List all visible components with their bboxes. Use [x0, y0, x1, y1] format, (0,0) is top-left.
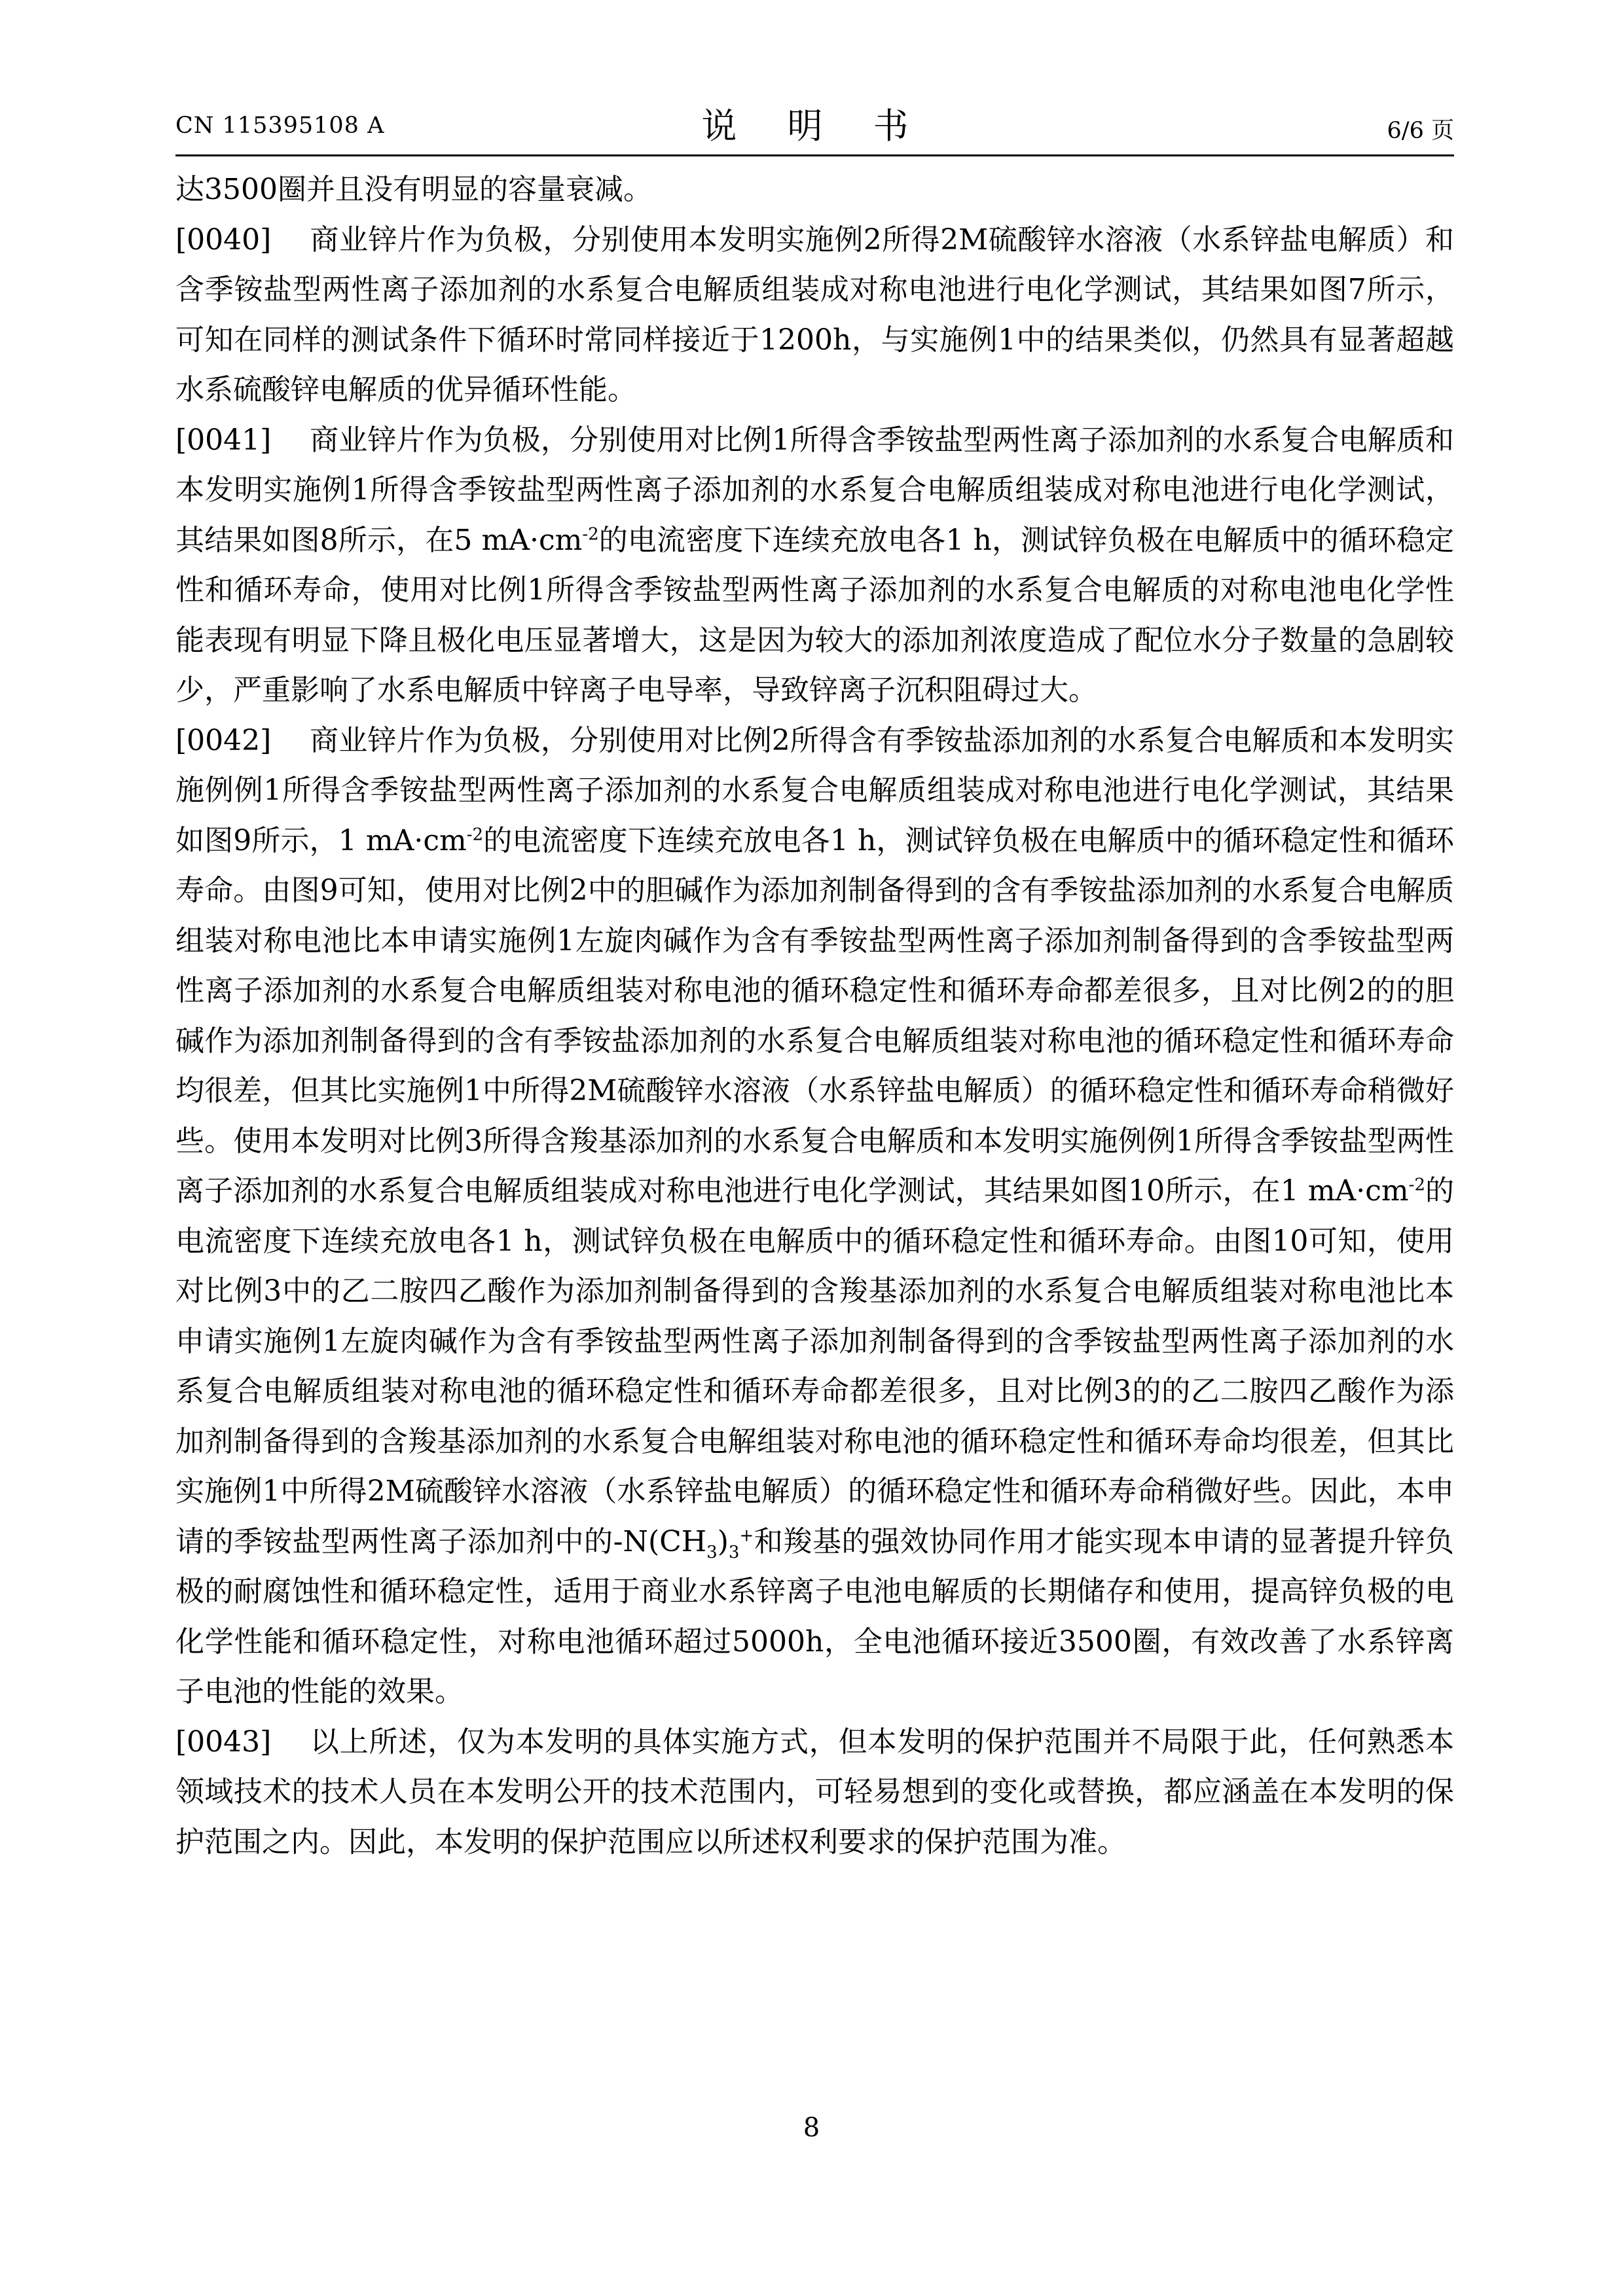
paragraph-text: 商业锌片作为负极，分别使用本发明实施例2所得2M硫酸锌水溶液（水系锌盐电解质）和含季铵盐型两性离子添加剂的水系复合电解质组装成对称电池进行电化学测试，其结果如图7所示，可知在同样的测试条件下循环时常同样接近于1200h，与实施例1中的结果类似，仍然具有显著超越水系硫酸锌电解质的优异循环性能。: [175, 223, 1454, 406]
header-rule: [175, 154, 1454, 156]
page-number: 8: [803, 2113, 820, 2143]
paragraph-number: [0042]: [175, 723, 272, 757]
paragraph-text: 商业锌片作为负极，分别使用对比例2所得含有季铵盐添加剂的水系复合电解质和本发明实施例例1所得含季铵盐型两性离子添加剂的水系复合电解质组装成对称电池进行电化学测试，其结果如图9所示，1 mA·cm: [175, 723, 1454, 857]
superscript: -2: [1408, 1175, 1425, 1195]
paragraph-text: 达3500圈并且没有明显的容量衰减。: [175, 173, 652, 206]
paragraph-text: 的电流密度下连续充放电各1 h，测试锌负极在电解质中的循环稳定性和循环寿命。由图9可知，使用对比例2中的胆碱作为添加剂制备得到的含有季铵盐添加剂的水系复合电解质组装对称电池比本申请实施例1左旋肉碱作为含有季铵盐型两性离子添加剂制备得到的含季铵盐型两性离子添加剂的水系复合电解质组装对称电池的循环稳定性和循环寿命都差很多，且对比例2的的胆碱作为添加剂制备得到的含有季铵盐添加剂的水系复合电解质组装对称电池的循环稳定性和循环寿命均很差，但其比实施例1中所得2M硫酸锌水溶液（水系锌盐电解质）的循环稳定性和循环寿命稍微好些。使用本发明对比例3所得含羧基添加剂的水系复合电解质和本发明实施例例1所得含季铵盐型两性离子添加剂的水系复合电解质组装成对称电池进行电化学测试，其结果如图10所示，在1 mA·cm: [175, 823, 1454, 1208]
paragraph-0040: [175, 215, 1454, 416]
page-header: [175, 98, 1454, 151]
superscript: +: [739, 1525, 754, 1545]
paragraph-text: 的电流密度下连续充放电各1 h，测试锌负极在电解质中的循环稳定性和循环寿命，使用对比例1所得含季铵盐型两性离子添加剂的水系复合电解质的对称电池电化学性能表现有明显下降且极化电压显著增大，这是因为较大的添加剂浓度造成了配位水分子数量的急剧较少，严重影响了水系电解质中锌离子电导率，导致锌离子沉积阻碍过大。: [175, 523, 1454, 707]
publication-number: CN 115395108 A: [175, 113, 385, 139]
superscript: -2: [466, 824, 484, 844]
document-title: 说 明 书: [701, 105, 928, 147]
paragraph-text: 的电流密度下连续充放电各1 h，测试锌负极在电解质中的循环稳定性和循环寿命。由图10可知，使用对比例3中的乙二胺四乙酸作为添加剂制备得到的含羧基添加剂的水系复合电解质组装对称电池比本申请实施例1左旋肉碱作为含有季铵盐型两性离子添加剂制备得到的含季铵盐型两性离子添加剂的水系复合电解质组装对称电池的循环稳定性和循环寿命都差很多，且对比例3的的乙二胺四乙酸作为添加剂制备得到的含羧基添加剂的水系复合电解组装对称电池的循环稳定性和循环寿命均很差，但其比实施例1中所得2M硫酸锌水溶液（水系锌盐电解质）的循环稳定性和循环寿命稍微好些。因此，本申请的季铵盐型两性离子添加剂中的-N(CH: [175, 1174, 1454, 1558]
paragraph-number: [0040]: [175, 223, 272, 257]
subscript: 3: [728, 1542, 740, 1562]
paragraph-0042: [0042] 商业锌片作为负极，分别使用对比例2所得含有季铵盐添加剂的水系复合电解质和本发明实施例例1所得含季铵盐型两性离子添加剂的水系复合电解质组装成对称电池进行电化学测试，其结果如图9所示，1 $mA\cdot cm^{-2}$的电流密度下连续充放电各1 h，测试锌负极在电解质中的循环稳定性和循环寿命。由图9可知，使用对比例2中的胆碱作为添加剂制备得到的含有季铵盐添加剂的水系复合电解质组装对称电池比本申请实施例1左旋肉碱作为含有季铵盐型两性离子添加剂制备得到的含季铵盐型两性离子添加剂的水系复合电解质组装对称电池的循环稳定性和循环寿命都差很多，且对比例2的的胆碱作为添加剂制备得到的含有季铵盐添加剂的水系复合电解质组装对称电池的循环稳定性和循环寿命均很差，但其比实施例1中所得2M硫酸锌水溶液（水系锌盐电解质）的循环稳定性和循环寿命稍微好些。使用本发明对比例3所得含羧基添加剂的水系复合电解质和本发明实施例例1所得含季铵盐型两性离子添加剂的水系复合电解质组装成对称电池进行电化学测试，其结果如图10所示，在1 $mA\cdot cm^{-2}$的电流密度下连续充放电各1 h，测试锌负极在电解质中的循环稳定性和循环寿命。由图10可知，使用对比例3中的乙二胺四乙酸作为添加剂制备得到的含羧基添加剂的水系复合电解质组装对称电池比本申请实施例1左旋肉碱作为含有季铵盐型两性离子添加剂制备得到的含季铵盐型两性离子添加剂的水系复合电解质组装对称电池的循环稳定性和循环寿命都差很多，且对比例3的的乙二胺四乙酸作为添加剂制备得到的含羧基添加剂的水系复合电解组装对称电池的循环稳定性和循环寿命均很差，但其比实施例1中所得2M硫酸锌水溶液（水系锌盐电解质）的循环稳定性和循环寿命稍微好些。因此，本申请的季铵盐型两性离子添加剂中的$-N(CH_3)_3^+$和羧基的强效协同作用才能实现本申请的显著提升锌负极的耐腐蚀性和循环稳定性，适用于商业水系锌离子电池电解质的长期储存和使用，提高锌负极的电化学性能和循环稳定性，对称电池循环超过5000h，全电池循环接近3500圈，有效改善了水系锌离子电池的性能的效果。: [175, 716, 1454, 1717]
paragraph-continuation: [175, 165, 1454, 215]
subscript: 3: [706, 1542, 718, 1562]
paragraph-number: [0041]: [175, 423, 272, 457]
superscript: -2: [582, 524, 599, 544]
page-indicator: 6/6 页: [1387, 118, 1454, 144]
paragraph-text: 和羧基的强效协同作用才能实现本申请的显著提升锌负极的耐腐蚀性和循环稳定性，适用于商业水系锌离子电池电解质的长期储存和使用，提高锌负极的电化学性能和循环稳定性，对称电池循环超过5000h，全电池循环接近3500圈，有效改善了水系锌离子电池的性能的效果。: [175, 1524, 1454, 1708]
paragraph-text: 以上所述，仅为本发明的具体实施方式，但本发明的保护范围并不局限于此，任何熟悉本领域技术的技术人员在本发明公开的技术范围内，可轻易想到的变化或替换，都应涵盖在本发明的保护范围之内。因此，本发明的保护范围应以所述权利要求的保护范围为准。: [175, 1725, 1454, 1859]
paragraph-number: [0043]: [175, 1725, 272, 1759]
paragraph-0041: [175, 416, 1454, 716]
document-body: [175, 165, 1454, 1867]
paragraph-0043: [175, 1717, 1454, 1868]
paragraph-text: 商业锌片作为负极，分别使用对比例1所得含季铵盐型两性离子添加剂的水系复合电解质和本发明实施例1所得含季铵盐型两性离子添加剂的水系复合电解质组装成对称电池进行电化学测试，其结果如图8所示，在5 mA·cm: [175, 423, 1454, 557]
